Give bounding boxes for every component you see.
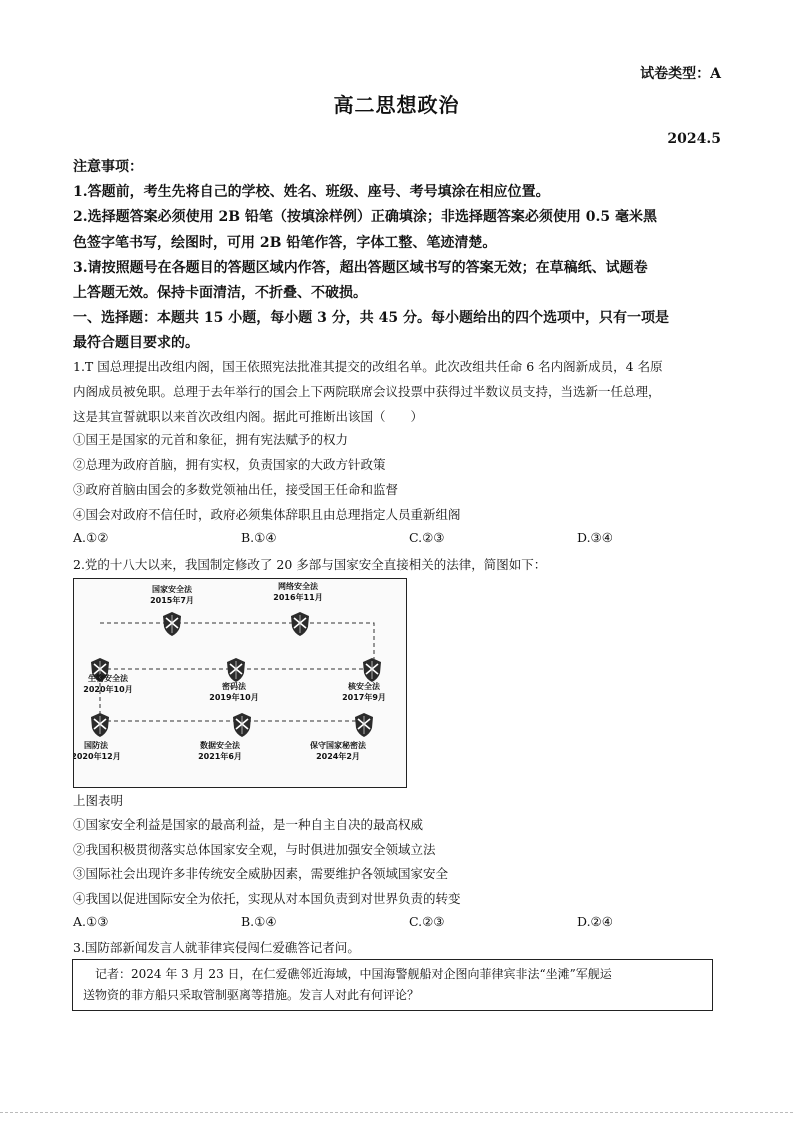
shield-icon [233,713,251,737]
law-name: 网络安全法 [278,582,318,591]
q2-lead: 上图表明 [73,793,124,808]
law-date: 2015年7月 [150,596,194,605]
q1-option-2: ②总理为政府首脑，拥有实权，负责国家的大政方针政策 [73,457,386,472]
q2-option-2: ②我国积极贯彻落实总体国家安全观，与时俱进加强安全领域立法 [73,842,436,857]
notes-line: 3.请按照题号在各题目的答题区域内作答，超出答题区域书写的答案无效；在草稿纸、试题卷 [73,259,648,276]
q1-choice-b[interactable]: B.①④ [241,530,277,545]
law-name: 国防法 [84,741,108,750]
stem-line: 这是其宣誓就职以来首次改组内阁。据此可推断出该国（ ） [73,409,424,424]
law-name: 国家安全法 [152,585,192,594]
q1-choice-d[interactable]: D.③④ [577,530,613,545]
material-line: 送物资的菲方船只采取管制驱离等措施。发言人对此有何评论？ [83,988,420,1002]
q2-choice-d[interactable]: D.②④ [577,914,613,929]
shield-icon [355,713,373,737]
law-date: 2019年10月 [209,693,259,702]
stem-line: 1.T 国总理提出改组内阁，国王依照宪法批准其提交的改组名单。此次改组共任命 6 名内阁新成员，4 名原 [73,359,663,374]
law-date: 2020年12月 [74,752,121,761]
q2-choice-c[interactable]: C.②③ [409,914,445,929]
page-divider [0,1112,793,1113]
law-name: 密码法 [222,682,246,691]
shield-icon [227,658,245,682]
q2-option-4: ④我国以促进国际安全为依托，实现从对本国负责到对世界负责的转变 [73,891,461,906]
law-date: 2024年2月 [316,752,360,761]
q2-choice-b[interactable]: B.①④ [241,914,277,929]
question-1-stem [73,354,723,429]
shield-icon [163,612,181,636]
shield-icon [91,713,109,737]
section-heading: 一、选择题：本题共 15 小题，每小题 3 分，共 45 分。每小题给出的四个选项中，只有一项是 [73,310,669,327]
notes-line: 色签字笔书写，绘图时，可用 2B 铅笔作答，字体工整、笔迹清楚。 [73,234,497,251]
law-name: 保守国家秘密法 [310,741,366,750]
notes-heading: 注意事项： [73,159,143,175]
law-date: 2016年11月 [273,593,323,602]
q1-choice-a[interactable]: A.①② [73,530,109,545]
exam-date: 2024.5 [667,131,721,147]
question-2-stem: 2.党的十八大以来，我国制定修改了 20 多部与国家安全直接相关的法律，简图如下： [73,557,547,572]
notes-section [73,155,723,357]
notes-line: 1.答题前，考生先将自己的学校、姓名、班级、座号、考号填涂在相应位置。 [73,184,550,201]
law-name: 核安全法 [348,682,380,691]
shield-icon [363,658,381,682]
q2-choice-a[interactable]: A.①③ [73,914,109,929]
question-3-stem: 3.国防部新闻发言人就菲律宾侵闯仁爱礁答记者问。 [73,940,360,955]
law-name: 数据安全法 [200,741,240,750]
law-date: 2020年10月 [83,685,133,694]
notes-line: 上答题无效。保持卡面清洁，不折叠、不破损。 [73,285,367,302]
q1-choice-c[interactable]: C.②③ [409,530,445,545]
section-heading: 最符合题目要求的。 [73,335,199,352]
shield-icon [291,612,309,636]
q1-option-3: ③政府首脑由国会的多数党领袖出任，接受国王任命和监督 [73,482,399,497]
notes-line: 2.选择题答案必须使用 2B 铅笔（按填涂样例）正确填涂；非选择题答案必须使用 0.5 毫米黑 [73,209,658,226]
law-name: 生物安全法 [88,674,128,683]
page-title: 高二思想政治 [333,93,460,117]
paper-type: 试卷类型：A [640,66,721,82]
material-line: 记者：2024 年 3 月 23 日，在仁爱礁邻近海域，中国海警舰船对企图向菲律宾非法“坐滩”军舰运 [83,967,612,981]
q2-option-1: ①国家安全利益是国家的最高利益，是一种自主自决的最高权威 [73,817,424,832]
law-timeline-diagram [73,578,407,788]
q1-option-4: ④国会对政府不信任时，政府必须集体辞职且由总理指定人员重新组阁 [73,507,461,522]
stem-line: 内阁成员被免职。总理于去年举行的国会上下两院联席会议投票中获得过半数议员支持，当选新一任总理， [73,384,661,399]
law-date: 2017年9月 [342,693,386,702]
q1-option-1: ①国王是国家的元首和象征，拥有宪法赋予的权力 [73,432,349,447]
law-date: 2021年6月 [198,752,242,761]
q3-material-box [72,959,713,1011]
q2-option-3: ③国际社会出现许多非传统安全威胁因素，需要维护各领域国家安全 [73,866,449,881]
